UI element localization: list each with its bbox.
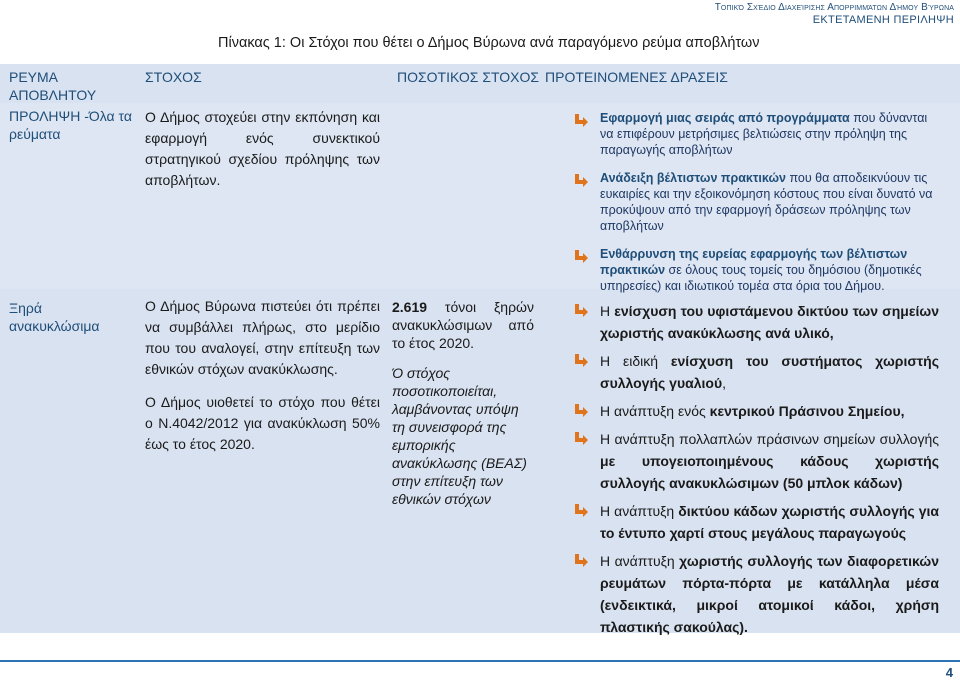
list-item: Η ανάπτυξη δικτύου κάδων χωριστής συλλογής για το έντυπο χαρτί στους μεγάλους παραγωγούς [573, 500, 939, 544]
list-item: Η ανάπτυξη ενός κεντρικού Πράσινου Σημείου, [573, 400, 939, 422]
column-header-actions: ΠΡΟΤΕΙΝΟΜΕΝΕΣ ΔΡΑΣΕΙΣ [545, 69, 728, 85]
quantity-text: τόνοι ξηρών ανακυκλώσιμων από το έτος 2020. [392, 299, 534, 351]
arrow-bullet-icon [573, 303, 589, 317]
arrow-bullet-icon [573, 553, 589, 567]
list-item: Ανάδειξη βέλτιστων πρακτικών που θα αποδεικνύουν τις ευκαιρίες και την εξοικονόμηση κόστους που είναι δυνατό να προκύψουν από την εφαρμογή δράσεων πρόληψης των αποβλήτων [573, 170, 941, 234]
arrow-bullet-icon [573, 173, 589, 187]
goal-recyclables [145, 296, 380, 455]
actions-list-prevention [573, 110, 941, 294]
actions-list-recyclables [573, 300, 939, 638]
list-item: Εφαρμογή μιας σειράς από προγράμματα που δύνανται να επιφέρουν μετρήσιμες βελτιώσεις στην πρόληψη της παραγωγής αποβλήτων [573, 110, 941, 158]
goal-paragraph: Ο Δήμος υιοθετεί το στόχο που θέτει ο Ν.4042/2012 για ανακύκλωση 50% έως το έτος 2020. [145, 394, 380, 452]
running-header [715, 1, 954, 27]
arrow-bullet-icon [573, 113, 589, 127]
column-header-quantity: ΠΟΣΟΤΙΚΟΣ ΣΤΟΧΟΣ [397, 69, 540, 85]
page-number: 4 [945, 665, 953, 680]
table-caption: Πίνακας 1: Οι Στόχοι που θέτει ο Δήμος Βύρωνα ανά παραγόμενο ρεύμα αποβλήτων [218, 35, 760, 51]
document-subtitle: ΕΚΤΕΤΑΜΕΝΗ ΠΕΡΙΛΗΨΗ [812, 14, 954, 26]
quantity-value: 2.619 [392, 299, 428, 315]
arrow-bullet-icon [573, 249, 589, 263]
column-header-stream: ΡΕΥΜΑ ΑΠΟΒΛΗΤΟΥ [9, 69, 97, 103]
quantity-note: Ό στόχος ποσοτικοποιείται, λαμβάνοντας υπόψη τη συνεισφορά της εμπορικής ανακύκλωσης (ΒΕΑΣ) στην επίτευξη των εθνικών στόχων [392, 365, 527, 507]
list-item: Η ενίσχυση του υφιστάμενου δικτύου των σημείων χωριστής ανακύκλωσης ανά υλικό, [573, 300, 939, 344]
arrow-bullet-icon [573, 403, 589, 417]
quantity-target-recyclables [392, 298, 534, 508]
list-item: Ενθάρρυνση της ευρείας εφαρμογής των βέλτιστων πρακτικών σε όλους τους τομείς του δημόσιου (δημοτικές υπηρεσίες) και ιδιωτικού τομέα στα όρια του Δήμου. [573, 246, 941, 294]
goal-prevention: Ο Δήμος στοχεύει στην εκπόνηση και εφαρμογή ενός συνεκτικού στρατηγικού σχεδίου πρόληψης των αποβλήτων. [145, 109, 380, 188]
goal-paragraph: Ο Δήμος Βύρωνα πιστεύει ότι πρέπει να συμβάλλει πλήρως, στο μερίδιο που του αναλογεί, στην επίτευξη των εθνικών στόχων ανακύκλωσης. [145, 298, 380, 377]
arrow-bullet-icon [573, 353, 589, 367]
list-item: Η ειδική ενίσχυση του συστήματος χωριστής συλλογής γυαλιού, [573, 350, 939, 394]
arrow-bullet-icon [573, 431, 589, 445]
list-item: Η ανάπτυξη πολλαπλών πράσινων σημείων συλλογής με υπογειοποιημένους κάδους χωριστής συλλογής ανακυκλώσιμων (50 μπλοκ κάδων) [573, 428, 939, 494]
row-label-recyclables: Ξηρά ανακυκλώσιμα [9, 300, 100, 334]
row-label-prevention: ΠΡΟΛΗΨΗ -Όλα τα ρεύματα [9, 108, 132, 142]
list-item: Η ανάπτυξη χωριστής συλλογής των διαφορετικών ρευμάτων πόρτα-πόρτα με κατάλληλα μέσα (ενδεικτικά, μικροί ατομικοί κάδοι, χρήση πλαστικής σακούλας). [573, 550, 939, 638]
column-header-goal: ΣΤΟΧΟΣ [145, 69, 202, 85]
arrow-bullet-icon [573, 503, 589, 517]
document-title: Τοπικό Σχέδιο Διαχείρισης Απορριμμάτων Δήμου Βύρωνα [714, 2, 954, 13]
footer-divider [0, 660, 960, 662]
